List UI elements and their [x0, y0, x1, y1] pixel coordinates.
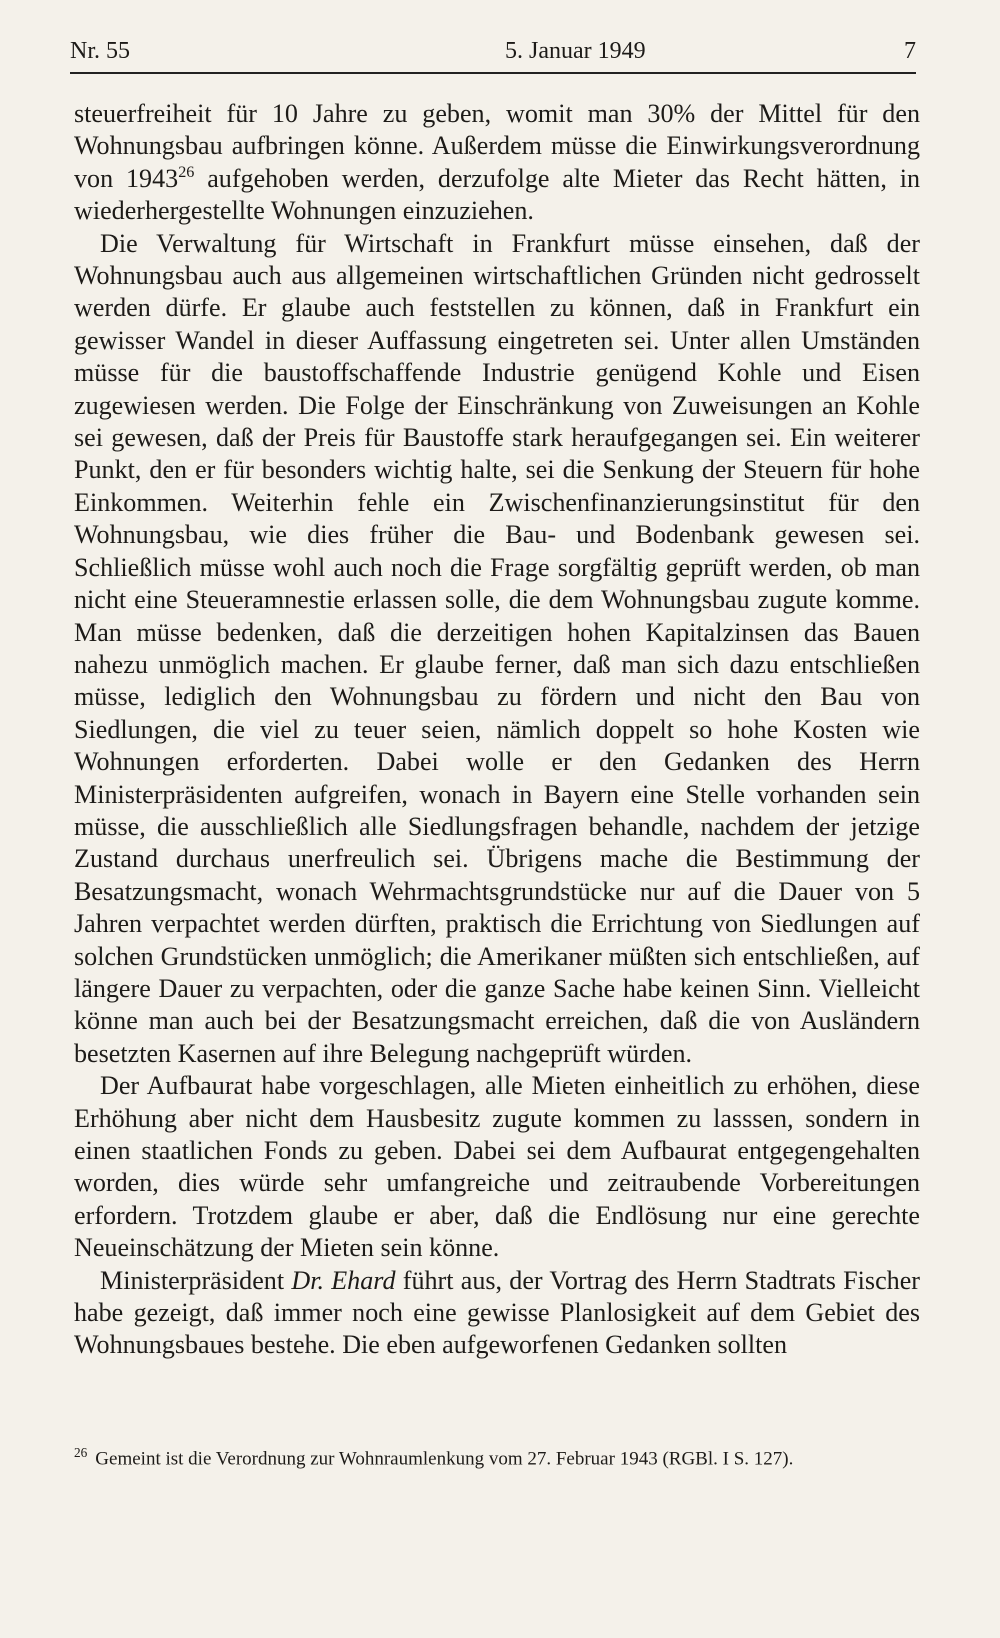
- paragraph: [74, 1070, 920, 1264]
- person-name: Dr. Ehard: [291, 1265, 396, 1295]
- text-segment: steuerfreiheit für 10 Jahre zu geben, womit man 30% der Mittel für den Wohnungsbau aufbringen könne. Außerdem müsse die Einwirkungsverordnung von 1943: [74, 99, 920, 193]
- footnote-reference: 26: [178, 163, 195, 181]
- body-text: [74, 98, 920, 1362]
- paragraph: [74, 228, 920, 1071]
- header-date: 5. Januar 1949: [505, 38, 646, 64]
- text-segment: Die Verwaltung für Wirtschaft in Frankfurt müsse einsehen, daß der Wohnungsbau auch aus allgemeinen wirtschaftlichen Gründen nicht gedrosselt werden dürfe. Er glaube auch feststellen zu können, daß in Frankfurt ein gewisser Wandel in dieser Auffassung eingetreten sei. Unter allen Umständen müsse für die baustoffschaffende Industrie genügend Kohle und Eisen zugewiesen werden. Die Folge der Einschränkung von Zuweisungen an Kohle sei gewesen, daß der Preis für Baustoffe stark heraufgegangen sei. Ein weiterer Punkt, den er für besonders wichtig halte, sei die Senkung der Steuern für hohe Einkommen. Weiterhin fehle ein Zwischenfinanzierungsinstitut für den Wohnungsbau, wie dies früher die Bau- und Bodenbank gewesen sei. Schließlich müsse wohl auch noch die Frage sorgfältig geprüft werden, ob man nicht eine Steueramnestie erlassen solle, die dem Wohnungsbau zugute komme. Man müsse bedenken, daß die derzeitigen hohen Kapitalzinsen das Bauen nahezu unmöglich machen. Er glaube ferner, daß man sich dazu entschließen müsse, lediglich den Wohnungsbau zu fördern und nicht den Bau von Siedlungen, die viel zu teuer seien, nämlich doppelt so hohe Kosten wie Wohnungen erforderten. Dabei wolle er den Gedanken des Herrn Ministerpräsidenten aufgreifen, wonach in Bayern eine Stelle vorhanden sein müsse, die ausschließlich alle Siedlungsfragen behandle, nachdem der jetzige Zustand durchaus unerfreulich sei. Übrigens mache die Bestimmung der Besatzungsmacht, wonach Wehrmachtsgrundstücke nur auf die Dauer von 5 Jahren verpachtet werden dürften, praktisch die Errichtung von Siedlungen auf solchen Grundstücken unmöglich; die Amerikaner müßten sich entschließen, auf längere Dauer zu verpachten, oder die ganze Sache habe keinen Sinn. Vielleicht könne man auch bei der Besatzungsmacht erreichen, daß die von Ausländern besetzten Kasernen auf ihre Belegung nachgeprüft würden.: [74, 228, 920, 1068]
- text-segment: führt aus, der Vortrag des Herrn Stadtrats Fischer habe gezeigt, daß immer noch eine gewisse Planlosigkeit auf dem Gebiet des Wohnungsbaues bestehe. Die eben aufgeworfenen Gedanken sollten: [74, 1265, 920, 1360]
- header-rule: [70, 72, 916, 74]
- text-segment: aufgehoben werden, derzufolge alte Mieter das Recht hätten, in wiederhergestellte Wohnungen einzuziehen.: [74, 163, 920, 226]
- paragraph: [74, 98, 920, 228]
- footnote-text: Gemeint ist die Verordnung zur Wohnraumlenkung vom 27. Februar 1943 (RGBl. I S. 127).: [95, 1448, 794, 1470]
- page-number: 7: [904, 38, 916, 64]
- footnote: [74, 1441, 934, 1471]
- paragraph: [74, 1265, 920, 1362]
- text-segment: Der Aufbaurat habe vorgeschlagen, alle Mieten einheitlich zu erhöhen, diese Erhöhung aber nicht dem Hausbesitz zugute kommen zu lasssen, sondern in einen staatlichen Fonds zu geben. Dabei sei dem Aufbaurat entgegengehalten worden, dies würde sehr umfangreiche und zeitraubende Vorbereitungen erfordern. Trotzdem glaube er aber, daß die Endlösung nur eine gerechte Neueinschätzung der Mieten sein könne.: [74, 1071, 920, 1263]
- running-header: [70, 36, 916, 72]
- text-segment: Ministerpräsident: [100, 1265, 292, 1295]
- footnote-marker: 26: [74, 1445, 88, 1460]
- issue-number: Nr. 55: [70, 38, 130, 64]
